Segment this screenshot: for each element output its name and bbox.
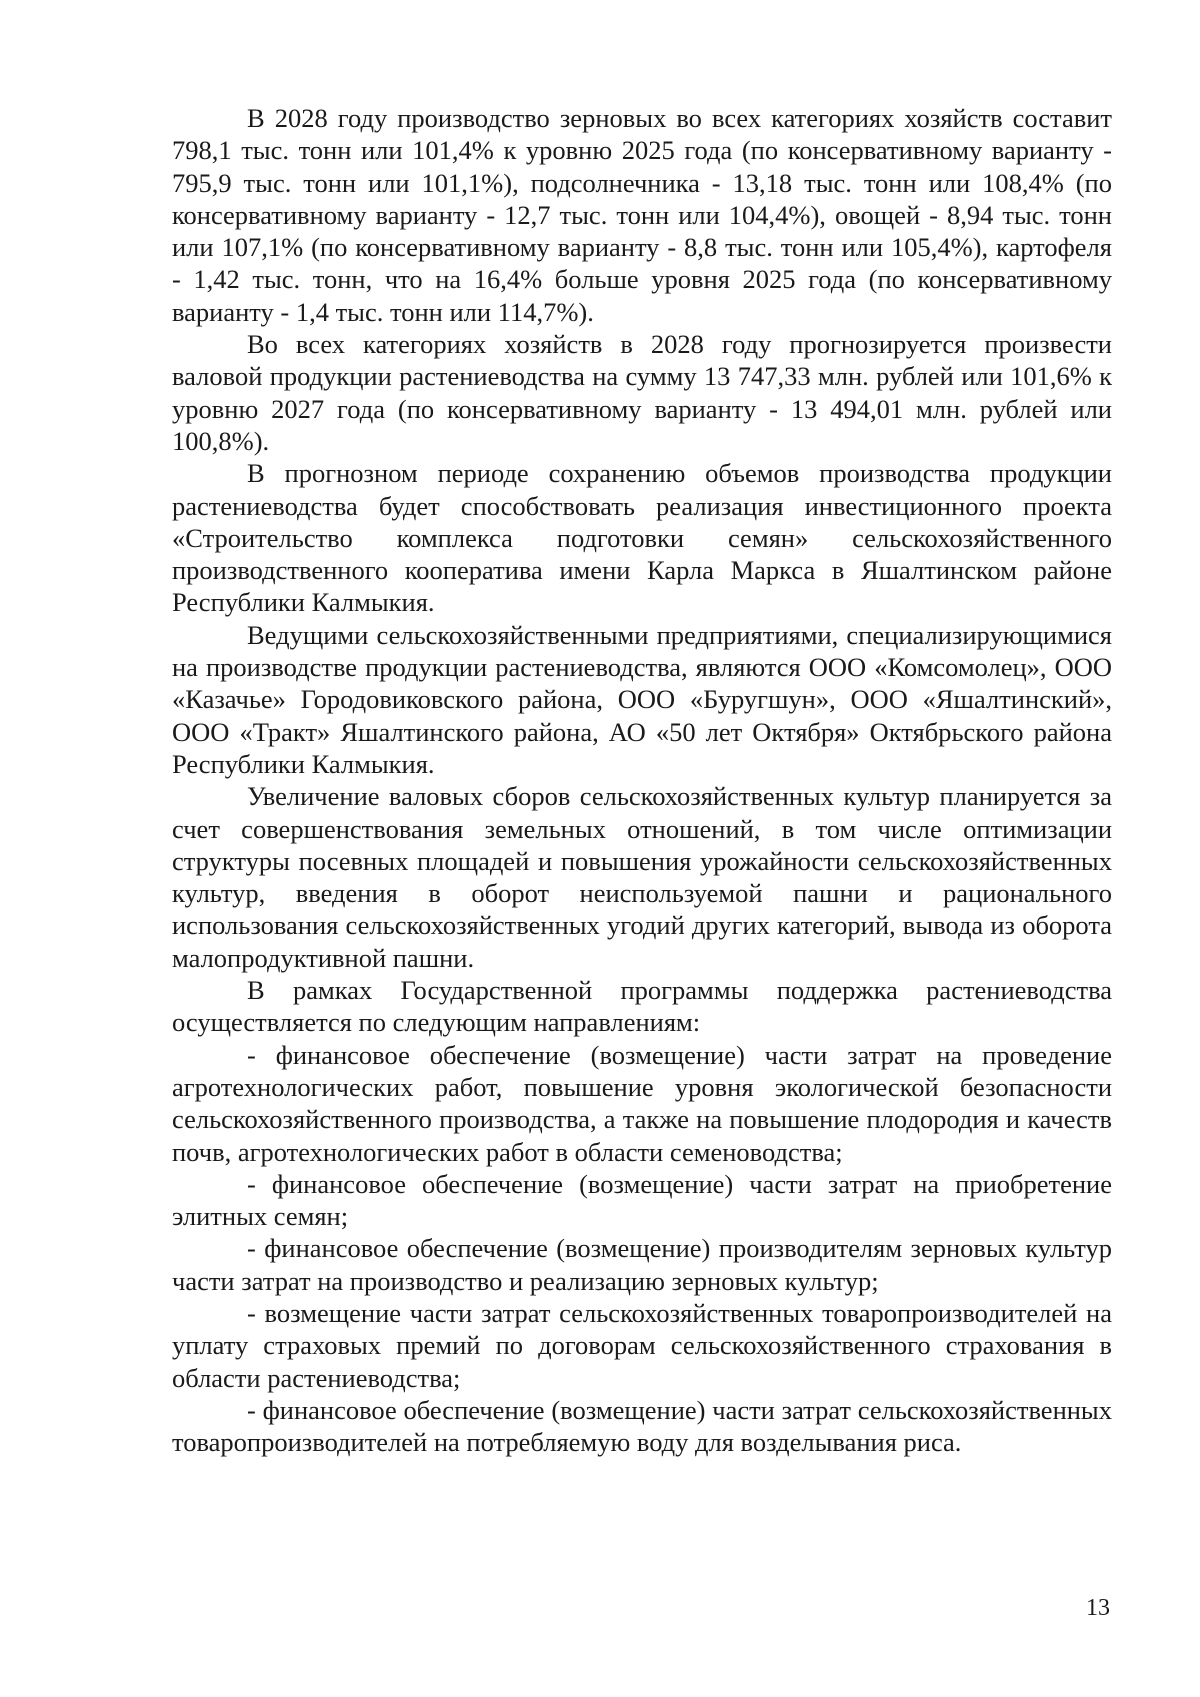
- paragraph-grain-forecast: В 2028 году производство зерновых во всех категориях хозяйств составит 798,1 тыс. тонн или 101,4% к уровню 2025 года (по консервативному варианту - 795,9 тыс. тонн или 101,1%), подсолнечника - 13,18 тыс. тонн или 108,4% (по консервативному варианту - 12,7 тыс. тонн или 104,4%), овощей - 8,94 тыс. тонн или 107,1% (по консервативному варианту - 8,8 тыс. тонн или 105,4%), картофеля - 1,42 тыс. тонн, что на 16,4% больше уровня 2025 года (по консервативному варианту - 1,4 тыс. тонн или 114,7%).: [172, 103, 1112, 327]
- list-item: - финансовое обеспечение (возмещение) части затрат сельскохозяйственных товаропроизводителей на потребляемую воду для возделывания риса.: [172, 1394, 1112, 1458]
- paragraph-support-intro: В рамках Государственной программы поддержка растениеводства осуществляется по следующим направлениям:: [172, 975, 1112, 1038]
- paragraph-leading-enterprises: Ведущими сельскохозяйственными предприятиями, специализирующимися на производстве продукции растениеводства, являются ООО «Комсомолец», ООО «Казачье» Городовиковского района, ООО «Буругшун», ООО «Яшалтинский», ООО «Тракт» Яшалтинского района, АО «50 лет Октября» Октябрьского района Республики Калмыкия.: [172, 619, 1112, 779]
- list-item: - финансовое обеспечение (возмещение) производителям зерновых культур части затрат на производство и реализацию зерновых культур;: [172, 1233, 1112, 1296]
- list-item: - финансовое обеспечение (возмещение) части затрат на проведение агротехнологических работ, повышение уровня экологической безопасности сельскохозяйственного производства, а также на повышение плодородия и качеств почв, агротехнологических работ в области семеноводства;: [172, 1039, 1112, 1167]
- page-number: 13: [1086, 1595, 1110, 1621]
- list-item: - возмещение части затрат сельскохозяйственных товаропроизводителей на уплату страховых премий по договорам сельскохозяйственного страхования в области растениеводства;: [172, 1297, 1112, 1393]
- paragraph-gross-output: Во всех категориях хозяйств в 2028 году прогнозируется произвести валовой продукции растениеводства на сумму 13 747,33 млн. рублей или 101,6% к уровню 2027 года (по консервативному варианту - 13 494,01 млн. рублей или 100,8%).: [172, 329, 1112, 456]
- paragraph-investment-project: В прогнозном периоде сохранению объемов производства продукции растениеводства будет способствовать реализация инвестиционного проекта «Строительство комплекса подготовки семян» сельскохозяйственного производственного кооператива имени Карла Маркса в Яшалтинском районе Республики Калмыкия.: [172, 458, 1112, 618]
- paragraph-yield-increase: Увеличение валовых сборов сельскохозяйственных культур планируется за счет совершенствования земельных отношений, в том числе оптимизации структуры посевных площадей и повышения урожайности сельскохозяйственных культур, введения в оборот неиспользуемой пашни и рационального использования сельскохозяйственных угодий других категорий, вывода из оборота малопродуктивной пашни.: [172, 781, 1112, 973]
- list-item: - финансовое обеспечение (возмещение) части затрат на приобретение элитных семян;: [172, 1168, 1112, 1232]
- document-body: [172, 102, 1112, 1458]
